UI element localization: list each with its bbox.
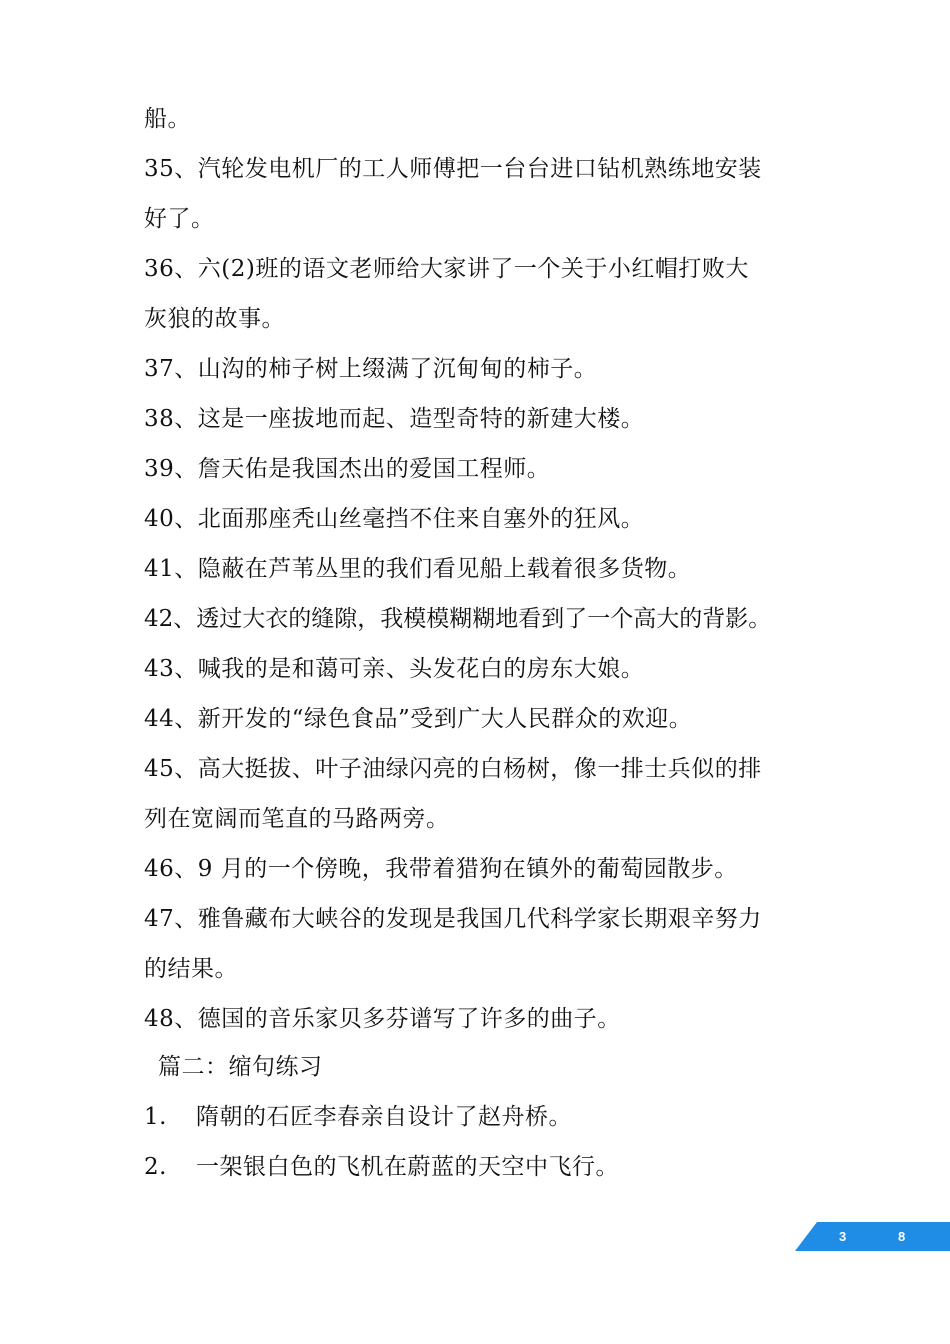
text-line: 48、德国的音乐家贝多芬谱写了许多的曲子。 — [144, 1006, 621, 1032]
text-line: 好了。 — [144, 206, 215, 232]
item-text: 隋朝的石匠李春亲自设计了赵舟桥。 — [196, 1104, 572, 1130]
item-number: 2. — [144, 1154, 167, 1180]
text-line: 41、隐蔽在芦苇丛里的我们看见船上载着很多货物。 — [144, 556, 692, 582]
item-number: 1. — [144, 1104, 167, 1130]
page-current: 3 — [839, 1229, 847, 1244]
text-line: 38、这是一座拔地而起、造型奇特的新建大楼。 — [144, 406, 645, 432]
text-line: 的结果。 — [144, 956, 238, 982]
text-line: 42、透过大衣的缝隙，我模模糊糊地看到了一个高大的背影。 — [144, 606, 772, 632]
text-line: 36、六(2)班的语文老师给大家讲了一个关于小红帽打败大 — [144, 256, 749, 282]
page-total: 8 — [898, 1229, 906, 1244]
text-line: 43、喊我的是和蔼可亲、头发花白的房东大娘。 — [144, 656, 645, 682]
numbered-item — [144, 1102, 572, 1132]
text-line: 39、詹天佑是我国杰出的爱国工程师。 — [144, 456, 551, 482]
section-heading: 篇二：缩句练习 — [158, 1054, 323, 1080]
text-line: 35、汽轮发电机厂的工人师傅把一台台进口钻机熟练地安装 — [144, 156, 762, 182]
item-text: 一架银白色的飞机在蔚蓝的天空中飞行。 — [196, 1154, 619, 1180]
text-line: 37、山沟的柿子树上缀满了沉甸甸的柿子。 — [144, 356, 598, 382]
text-line: 灰狼的故事。 — [144, 306, 285, 332]
text-line: 船。 — [144, 106, 191, 132]
text-line: 45、高大挺拔、叶子油绿闪亮的白杨树，像一排士兵似的排 — [144, 756, 762, 782]
text-line: 44、新开发的“绿色食品”受到广大人民群众的欢迎。 — [144, 706, 693, 732]
text-line: 47、雅鲁藏布大峡谷的发现是我国几代科学家长期艰辛努力 — [144, 906, 762, 932]
text-line: 列在宽阔而笔直的马路两旁。 — [144, 806, 450, 832]
numbered-item — [144, 1152, 619, 1182]
text-line: 40、北面那座秃山丝毫挡不住来自塞外的狂风。 — [144, 506, 645, 532]
text-line: 46、9 月的一个傍晚，我带着猎狗在镇外的葡萄园散步。 — [144, 856, 738, 882]
page-number-band — [795, 1222, 950, 1251]
